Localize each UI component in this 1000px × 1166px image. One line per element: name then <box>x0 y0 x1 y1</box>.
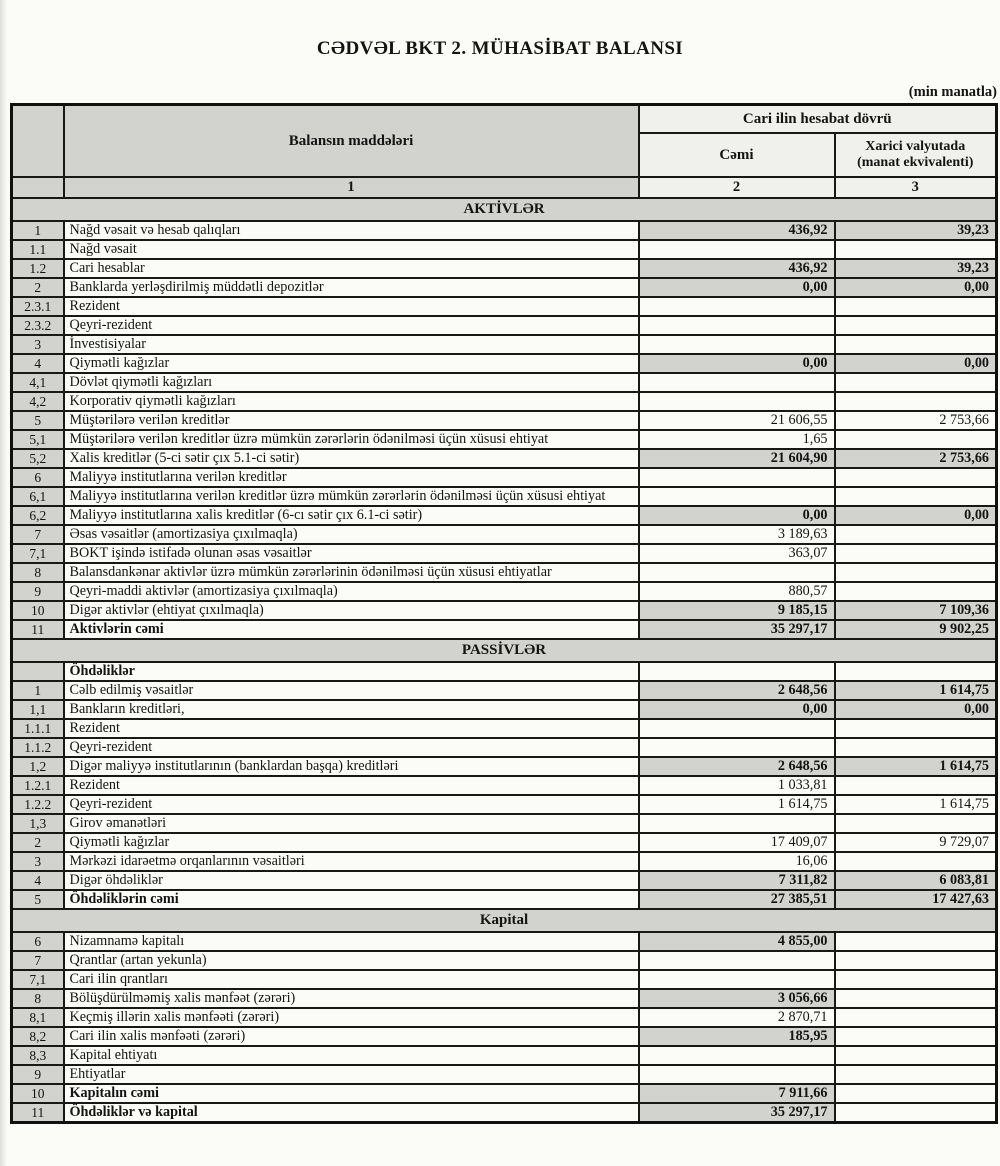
value-fx <box>835 1103 997 1123</box>
row-label: Maliyyə institutlarına verilən kreditlər <box>64 468 639 487</box>
row-number: 7 <box>12 951 64 970</box>
row-number: 1 <box>12 681 64 700</box>
value-total: 1,65 <box>639 430 835 449</box>
value-total: 3 189,63 <box>639 525 835 544</box>
value-total <box>639 970 835 989</box>
value-total: 35 297,17 <box>639 620 835 639</box>
row-label: Müştərilərə verilən kreditlər <box>64 411 639 430</box>
row-number: 2 <box>12 833 64 852</box>
value-total: 21 604,90 <box>639 449 835 468</box>
table-row <box>12 1065 997 1084</box>
value-fx <box>835 335 997 354</box>
row-label: Öhdəliklərin cəmi <box>64 890 639 909</box>
value-total <box>639 738 835 757</box>
row-number: 11 <box>12 1103 64 1123</box>
row-label: Bankların kreditləri, <box>64 700 639 719</box>
value-total: 436,92 <box>639 259 835 278</box>
value-fx <box>835 430 997 449</box>
row-label: Cari hesablar <box>64 259 639 278</box>
value-total <box>639 563 835 582</box>
value-total: 7 911,66 <box>639 1084 835 1103</box>
row-label: Qeyri-maddi aktivlər (amortizasiya çıxılmaqla) <box>64 582 639 601</box>
value-fx: 39,23 <box>835 259 997 278</box>
row-number: 8,1 <box>12 1008 64 1027</box>
table-row <box>12 335 997 354</box>
value-total <box>639 392 835 411</box>
row-label: Rezident <box>64 776 639 795</box>
row-number: 1.2.1 <box>12 776 64 795</box>
value-fx: 1 614,75 <box>835 681 997 700</box>
section-title: PASSİVLƏR <box>12 639 997 662</box>
index-col-1: 1 <box>64 177 639 198</box>
row-label: Banklarda yerləşdirilmiş müddətli depozitlər <box>64 278 639 297</box>
value-fx <box>835 582 997 601</box>
row-number: 1.2 <box>12 259 64 278</box>
table-row <box>12 449 997 468</box>
table-row <box>12 662 997 681</box>
row-number: 2.3.2 <box>12 316 64 335</box>
table-row <box>12 392 997 411</box>
value-fx <box>835 392 997 411</box>
row-label: Digər maliyyə institutlarının (banklardan başqa) kreditləri <box>64 757 639 776</box>
table-row <box>12 240 997 259</box>
value-fx <box>835 525 997 544</box>
row-label: Digər aktivlər (ehtiyat çıxılmaqla) <box>64 601 639 620</box>
row-label: Müştərilərə verilən kreditlər üzrə mümkün zərərlərin ödənilməsi üçün xüsusi ehtiyat <box>64 430 639 449</box>
value-total: 185,95 <box>639 1027 835 1046</box>
unit-note: (min manatla) <box>908 84 997 100</box>
value-fx: 0,00 <box>835 278 997 297</box>
table-row <box>12 563 997 582</box>
row-number: 5,2 <box>12 449 64 468</box>
row-label: Qeyri-rezident <box>64 795 639 814</box>
row-number: 2 <box>12 278 64 297</box>
row-label: Nizamnamə kapitalı <box>64 932 639 951</box>
row-label: Girov əmanətləri <box>64 814 639 833</box>
table-row <box>12 506 997 525</box>
table-row <box>12 852 997 871</box>
row-number <box>12 662 64 681</box>
value-fx <box>835 719 997 738</box>
header-items-column: Balansın maddələri <box>64 105 639 178</box>
row-number: 10 <box>12 601 64 620</box>
value-fx <box>835 1084 997 1103</box>
value-total: 7 311,82 <box>639 871 835 890</box>
table-row <box>12 1103 997 1123</box>
row-label: Keçmiş illərin xalis mənfəəti (zərəri) <box>64 1008 639 1027</box>
value-total: 2 648,56 <box>639 757 835 776</box>
row-number: 1.2.2 <box>12 795 64 814</box>
table-row <box>12 297 997 316</box>
row-number: 3 <box>12 852 64 871</box>
value-total <box>639 316 835 335</box>
row-number: 6,1 <box>12 487 64 506</box>
table-header <box>12 105 997 199</box>
row-number: 1.1.2 <box>12 738 64 757</box>
row-number: 1.1.1 <box>12 719 64 738</box>
row-number: 2.3.1 <box>12 297 64 316</box>
value-fx <box>835 951 997 970</box>
value-fx <box>835 1008 997 1027</box>
value-fx <box>835 662 997 681</box>
value-fx: 2 753,66 <box>835 449 997 468</box>
value-total <box>639 373 835 392</box>
value-fx: 17 427,63 <box>835 890 997 909</box>
header-col-fx-line2: (manat ekvivalenti) <box>857 155 974 170</box>
table-row <box>12 316 997 335</box>
balance-sheet-table <box>10 103 998 1124</box>
row-number: 1 <box>12 221 64 240</box>
value-total: 0,00 <box>639 700 835 719</box>
header-col-fx <box>835 133 997 177</box>
value-fx <box>835 316 997 335</box>
table-row <box>12 814 997 833</box>
table-row <box>12 951 997 970</box>
row-number: 5 <box>12 411 64 430</box>
value-fx: 6 083,81 <box>835 871 997 890</box>
section-header-row <box>12 909 997 932</box>
row-number: 5 <box>12 890 64 909</box>
table-row <box>12 1046 997 1065</box>
row-number: 4,1 <box>12 373 64 392</box>
section-header-row <box>12 198 997 221</box>
table-row <box>12 871 997 890</box>
value-fx <box>835 1065 997 1084</box>
row-number: 4 <box>12 354 64 373</box>
row-label: BOKT işində istifadə olunan əsas vəsaitlər <box>64 544 639 563</box>
table-row <box>12 795 997 814</box>
row-label: Rezident <box>64 297 639 316</box>
row-number: 1,2 <box>12 757 64 776</box>
value-total: 1 614,75 <box>639 795 835 814</box>
value-total <box>639 719 835 738</box>
row-number: 8 <box>12 989 64 1008</box>
header-row-indexes <box>12 177 997 198</box>
row-number: 7 <box>12 525 64 544</box>
table-row <box>12 1084 997 1103</box>
value-fx <box>835 1046 997 1065</box>
value-total: 16,06 <box>639 852 835 871</box>
header-row-period <box>12 105 997 134</box>
table-row <box>12 620 997 639</box>
table-row <box>12 776 997 795</box>
row-number: 3 <box>12 335 64 354</box>
table-row <box>12 1008 997 1027</box>
value-total <box>639 487 835 506</box>
value-total <box>639 1065 835 1084</box>
value-total: 4 855,00 <box>639 932 835 951</box>
value-fx: 0,00 <box>835 506 997 525</box>
row-label: Digər öhdəliklər <box>64 871 639 890</box>
row-number: 11 <box>12 620 64 639</box>
value-total: 1 033,81 <box>639 776 835 795</box>
value-total: 2 870,71 <box>639 1008 835 1027</box>
row-number: 9 <box>12 1065 64 1084</box>
value-fx <box>835 738 997 757</box>
row-label: İnvestisiyalar <box>64 335 639 354</box>
row-label: Xalis kreditlər (5-ci sətir çıx 5.1-ci sətir) <box>64 449 639 468</box>
row-label: Cari ilin xalis mənfəəti (zərəri) <box>64 1027 639 1046</box>
value-total <box>639 662 835 681</box>
value-total: 2 648,56 <box>639 681 835 700</box>
value-fx <box>835 487 997 506</box>
value-fx <box>835 373 997 392</box>
row-label: Qeyri-rezident <box>64 738 639 757</box>
row-number: 1,3 <box>12 814 64 833</box>
table-row <box>12 468 997 487</box>
table-row <box>12 719 997 738</box>
value-fx <box>835 814 997 833</box>
value-fx: 0,00 <box>835 354 997 373</box>
value-total <box>639 951 835 970</box>
row-label: Cəlb edilmiş vəsaitlər <box>64 681 639 700</box>
section-title: Kapital <box>12 909 997 932</box>
table-row <box>12 757 997 776</box>
row-label: Nağd vəsait və hesab qalıqları <box>64 221 639 240</box>
table-row <box>12 259 997 278</box>
header-corner-cell <box>12 105 64 178</box>
value-total: 21 606,55 <box>639 411 835 430</box>
row-number: 1,1 <box>12 700 64 719</box>
row-number: 6 <box>12 932 64 951</box>
value-fx <box>835 989 997 1008</box>
row-label: Qeyri-rezident <box>64 316 639 335</box>
row-label: Rezident <box>64 719 639 738</box>
value-fx <box>835 468 997 487</box>
table-row <box>12 681 997 700</box>
row-label: Qiymətli kağızlar <box>64 833 639 852</box>
row-label: Mərkəzi idarəetmə orqanlarının vəsaitləri <box>64 852 639 871</box>
row-label: Kapital ehtiyatı <box>64 1046 639 1065</box>
table-row <box>12 601 997 620</box>
value-fx <box>835 1027 997 1046</box>
table-row <box>12 700 997 719</box>
section-header-row <box>12 639 997 662</box>
value-total <box>639 297 835 316</box>
row-number: 9 <box>12 582 64 601</box>
row-label: Öhdəliklər <box>64 662 639 681</box>
table-row <box>12 970 997 989</box>
row-label: Maliyyə institutlarına verilən kreditlər üzrə mümkün zərərlərin ödənilməsi üçün xüsusi ehtiyat <box>64 487 639 506</box>
row-number: 8 <box>12 563 64 582</box>
row-label: Ehtiyatlar <box>64 1065 639 1084</box>
value-total: 0,00 <box>639 506 835 525</box>
row-number: 7,1 <box>12 544 64 563</box>
table-row <box>12 221 997 240</box>
table-body <box>12 198 997 1123</box>
value-total <box>639 240 835 259</box>
row-label: Dövlət qiymətli kağızları <box>64 373 639 392</box>
value-fx <box>835 563 997 582</box>
header-col-fx-line1: Xarici valyutada <box>865 138 966 154</box>
table-row <box>12 487 997 506</box>
row-number: 6 <box>12 468 64 487</box>
document-title: CƏDVƏL BKT 2. MÜHASİBAT BALANSI <box>316 38 684 59</box>
value-total: 27 385,51 <box>639 890 835 909</box>
table-row <box>12 411 997 430</box>
value-fx <box>835 240 997 259</box>
table-row <box>12 932 997 951</box>
index-col-2: 2 <box>639 177 835 198</box>
value-total: 9 185,15 <box>639 601 835 620</box>
row-number: 10 <box>12 1084 64 1103</box>
header-period: Cari ilin hesabat dövrü <box>639 105 997 134</box>
table-row <box>12 525 997 544</box>
row-number: 4,2 <box>12 392 64 411</box>
table-row <box>12 989 997 1008</box>
value-total: 363,07 <box>639 544 835 563</box>
row-label: Qrantlar (artan yekunla) <box>64 951 639 970</box>
value-fx: 2 753,66 <box>835 411 997 430</box>
row-label: Balansdankənar aktivlər üzrə mümkün zərərlərinin ödənilməsi üçün xüsusi ehtiyatlar <box>64 563 639 582</box>
value-fx <box>835 932 997 951</box>
value-total: 35 297,17 <box>639 1103 835 1123</box>
header-col-total: Cəmi <box>639 133 835 177</box>
table-row <box>12 373 997 392</box>
row-label: Bölüşdürülməmiş xalis mənfəət (zərəri) <box>64 989 639 1008</box>
value-total: 880,57 <box>639 582 835 601</box>
row-label: Korporativ qiymətli kağızları <box>64 392 639 411</box>
row-number: 7,1 <box>12 970 64 989</box>
row-label: Qiymətli kağızlar <box>64 354 639 373</box>
row-label: Əsas vəsaitlər (amortizasiya çıxılmaqla) <box>64 525 639 544</box>
table-row <box>12 544 997 563</box>
index-col-3: 3 <box>835 177 997 198</box>
table-row <box>12 890 997 909</box>
value-total <box>639 468 835 487</box>
value-total: 436,92 <box>639 221 835 240</box>
row-number: 8,3 <box>12 1046 64 1065</box>
value-fx: 1 614,75 <box>835 757 997 776</box>
value-total: 0,00 <box>639 278 835 297</box>
row-label: Nağd vəsait <box>64 240 639 259</box>
value-fx <box>835 970 997 989</box>
table-row <box>12 354 997 373</box>
value-total: 3 056,66 <box>639 989 835 1008</box>
row-number: 1.1 <box>12 240 64 259</box>
value-fx: 9 902,25 <box>835 620 997 639</box>
value-total <box>639 335 835 354</box>
value-fx: 0,00 <box>835 700 997 719</box>
value-total <box>639 1046 835 1065</box>
value-fx <box>835 297 997 316</box>
row-number: 8,2 <box>12 1027 64 1046</box>
value-total: 0,00 <box>639 354 835 373</box>
row-label: Kapitalın cəmi <box>64 1084 639 1103</box>
value-fx: 1 614,75 <box>835 795 997 814</box>
value-fx: 39,23 <box>835 221 997 240</box>
value-fx <box>835 776 997 795</box>
row-number: 6,2 <box>12 506 64 525</box>
row-label: Aktivlərin cəmi <box>64 620 639 639</box>
value-fx: 7 109,36 <box>835 601 997 620</box>
table-row <box>12 1027 997 1046</box>
row-number: 5,1 <box>12 430 64 449</box>
row-label: Maliyyə institutlarına xalis kreditlər (6-cı sətir çıx 6.1-ci sətir) <box>64 506 639 525</box>
value-fx: 9 729,07 <box>835 833 997 852</box>
row-label: Cari ilin qrantları <box>64 970 639 989</box>
value-total: 17 409,07 <box>639 833 835 852</box>
value-fx <box>835 544 997 563</box>
value-fx <box>835 852 997 871</box>
value-total <box>639 814 835 833</box>
section-title: AKTİVLƏR <box>12 198 997 221</box>
table-row <box>12 278 997 297</box>
table-row <box>12 430 997 449</box>
table-row <box>12 582 997 601</box>
table-row <box>12 833 997 852</box>
row-label: Öhdəliklər və kapital <box>64 1103 639 1123</box>
index-corner-cell <box>12 177 64 198</box>
row-number: 4 <box>12 871 64 890</box>
table-row <box>12 738 997 757</box>
